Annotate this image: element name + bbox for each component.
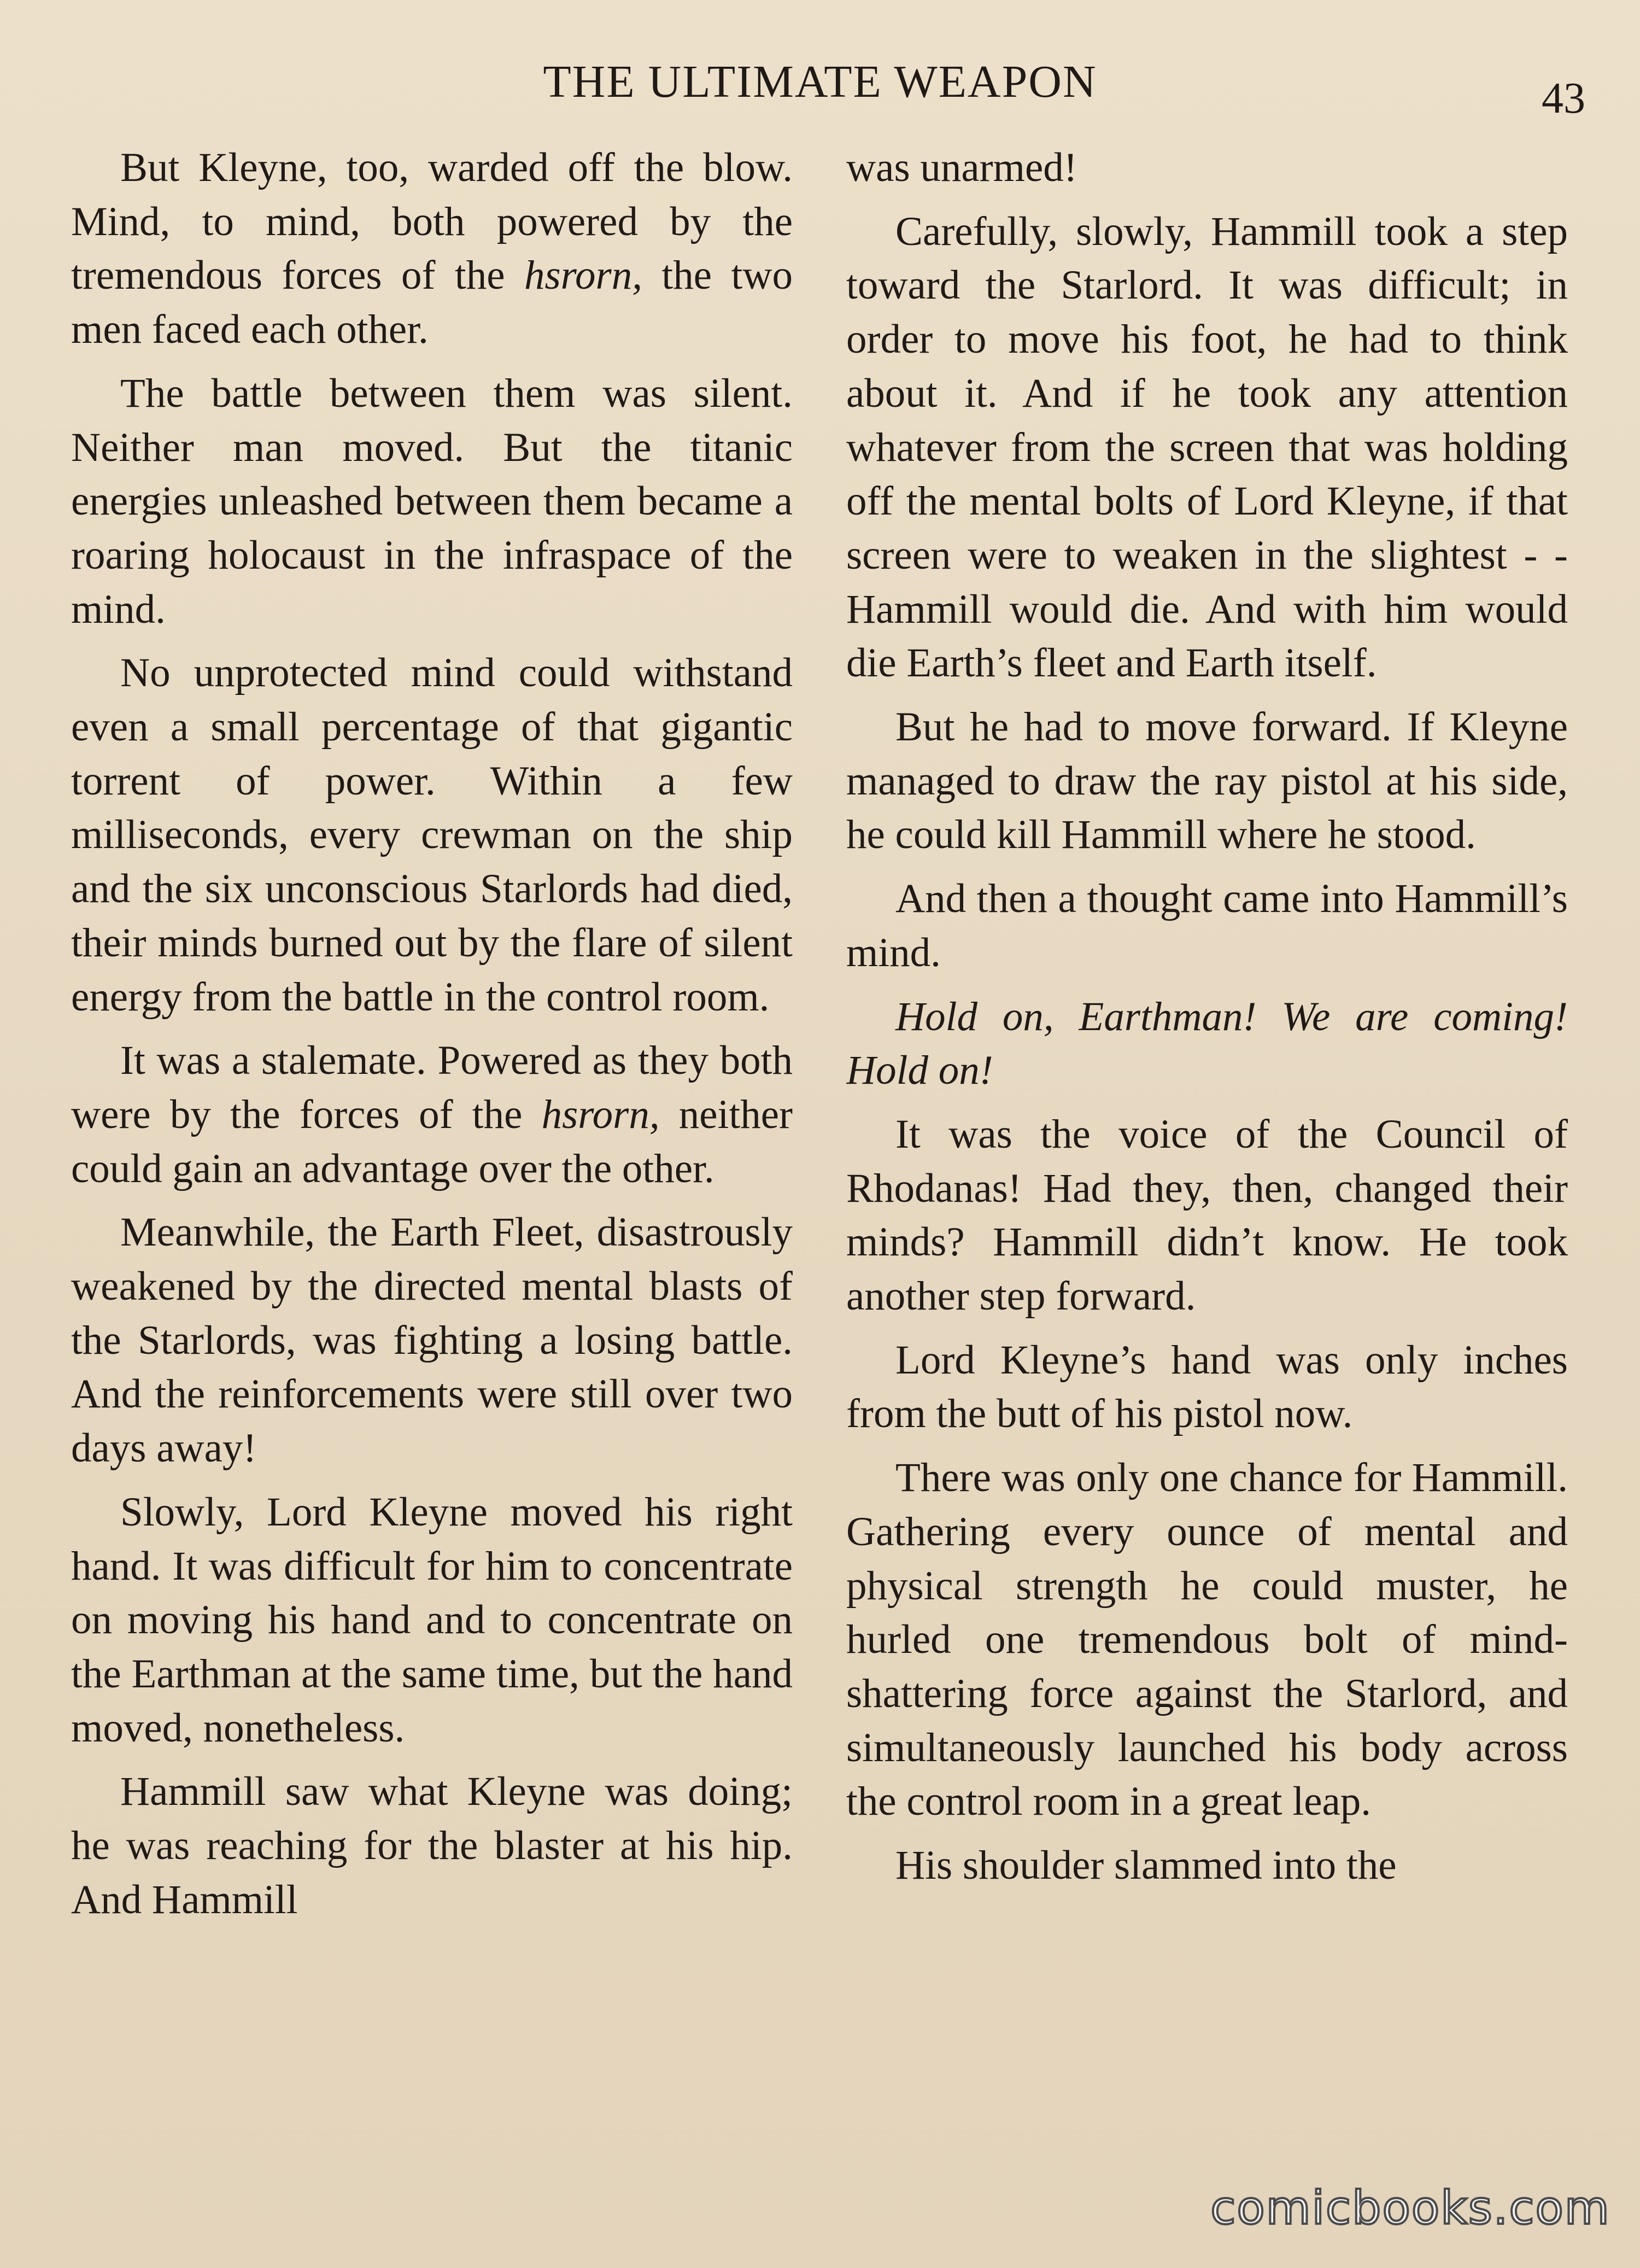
right-column	[846, 141, 1568, 2197]
paragraph: There was only one chance for Hammill. Gathering every ounce of mental and physical strength he could muster, he hurled one tremendous bolt of mind-shattering force against the Starlord, and simultaneously launched his body across the control room in a great leap.	[846, 1455, 1568, 1825]
paragraph	[71, 1034, 793, 1196]
text-run: It was a stalemate. Powered as they both were by the forces of the	[71, 1038, 793, 1137]
running-title: THE ULTIMATE WEAPON	[543, 56, 1097, 107]
text-run: But Kleyne, too, warded off the blow. Mind, to mind, both powered by the tremendous forces of the	[71, 145, 793, 299]
italic-term: hsrorn,	[524, 253, 642, 299]
paragraph: And then a thought came into Hammill’s mind.	[846, 876, 1568, 975]
left-column	[71, 141, 793, 2197]
paragraph: Slowly, Lord Kleyne moved his right hand. It was difficult for him to concentrate on moving his hand and to concentrate on the Earthman at the same time, but the hand moved, nonetheless.	[71, 1489, 793, 1751]
paragraph	[71, 141, 793, 357]
paragraph: But he had to move forward. If Kleyne managed to draw the ray pistol at his side, he could kill Hammill where he stood.	[846, 704, 1568, 858]
paragraph: The battle between them was silent. Neither man moved. But the titanic energies unleashed between them became a roaring holocaust in the infraspace of the mind.	[71, 370, 793, 632]
watermark-logo: comicbooks.com	[1210, 2181, 1610, 2235]
paragraph: His shoulder slammed into the	[895, 1843, 1397, 1889]
paragraph: It was the voice of the Council of Rhodanas! Had they, then, changed their minds? Hammill didn’t know. He took another step forward.	[846, 1111, 1568, 1319]
paragraph-continued: was unarmed!	[846, 145, 1077, 190]
paragraph: No unprotected mind could withstand even a small percentage of that gigantic torrent of power. Within a few milliseconds, every crewman on the ship and the six unconscious Starlords had died, their minds burned out by the flare of silent energy from the battle in the control room.	[71, 650, 793, 1020]
page-number: 43	[1542, 74, 1585, 122]
paragraph: Hammill saw what Kleyne was doing; he was reaching for the blaster at his hip. And Hammill	[71, 1769, 793, 1922]
text-run: neither could gain an advantage over the other.	[71, 1091, 793, 1191]
telepathic-message: Hold on, Earthman! We are coming! Hold on!	[846, 993, 1568, 1094]
paragraph: Carefully, slowly, Hammill took a step toward the Starlord. It was difficult; in order to move his foot, he had to think about it. And if he took any attention whatever from the screen that was holding off the mental bolts of Lord Kleyne, if that screen were to weaken in the slightest - - Hammill would die. And with him would die Earth’s fleet and Earth itself.	[846, 208, 1568, 686]
paragraph: Lord Kleyne’s hand was only inches from the butt of his pistol now.	[846, 1337, 1568, 1437]
text-run: the two men faced each other.	[71, 253, 793, 353]
paragraph: Meanwhile, the Earth Fleet, disastrously weakened by the directed mental blasts of the Starlords, was fighting a losing battle. And the reinforcements were still over two days away!	[71, 1209, 793, 1471]
italic-term: hsrorn,	[541, 1091, 660, 1137]
